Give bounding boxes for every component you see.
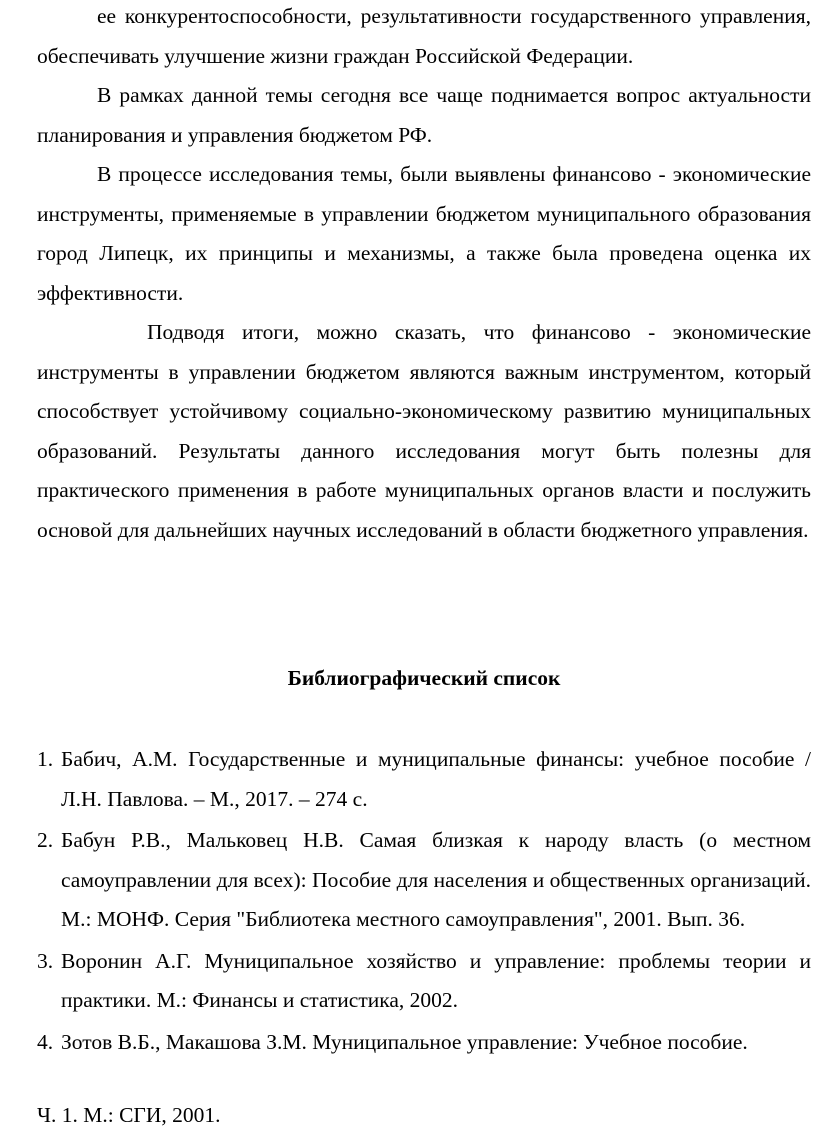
bibliography-item-text: Зотов В.Б., Макашова З.М. Муниципальное управление: Учебное пособие.	[61, 1029, 748, 1054]
paragraph-3: В процессе исследования темы, были выявлены финансово - экономические инструменты, применяемые в управлении бюджетом муниципального образования город Липецк, их принципы и механизмы, а также была проведена оценка их эффективности.	[37, 162, 811, 305]
bibliography-item-number: 3.	[37, 948, 54, 973]
bibliography-item	[37, 942, 811, 1021]
bibliography-item-text: Воронин А.Г. Муниципальное хозяйство и управление: проблемы теории и практики. М.: Финансы и статистика, 2002.	[61, 948, 811, 1012]
bibliography-item-text: Бабун Р.В., Мальковец Н.В. Самая близкая к народу власть (о местном самоуправлении для всех): Пособие для населения и общественных организаций. М.: МОНФ. Серия "Библиотека местного самоуправления", 2001. Вып. 36.	[61, 828, 811, 931]
bibliography-item-number: 4.	[37, 1029, 54, 1054]
bibliography-item	[37, 740, 811, 819]
bibliography-item-number: 2.	[37, 828, 54, 852]
bibliography-continuation: Ч. 1. М.: СГИ, 2001.	[37, 1103, 221, 1127]
paragraph-4: Подводя итоги, можно сказать, что финансово - экономические инструменты в управлении бюджетом являются важным инструментом, который способствует устойчивому социально-экономическому развитию муниципальных образований. Результаты данного исследования могут быть полезны для практического применения в работе муниципальных органов власти и послужить основой для дальнейших научных исследований в области бюджетного управления.	[37, 320, 811, 542]
bibliography-list	[37, 740, 811, 1064]
bibliography-item-text: Бабич, А.М. Государственные и муниципальные финансы: учебное пособие / Л.Н. Павлова. – М., 2017. – 274 с.	[61, 747, 811, 811]
bibliography-item	[37, 1023, 811, 1063]
bibliography-heading: Библиографический список	[287, 666, 561, 690]
bibliography-item-number: 1.	[37, 747, 54, 771]
paragraph-1: ее конкурентоспособности, результативности государственного управления, обеспечивать улучшение жизни граждан Российской Федерации.	[37, 4, 811, 68]
bibliography-item	[37, 821, 811, 940]
paragraph-2: В рамках данной темы сегодня все чаще поднимается вопрос актуальности планирования и управления бюджетом РФ.	[37, 83, 811, 147]
